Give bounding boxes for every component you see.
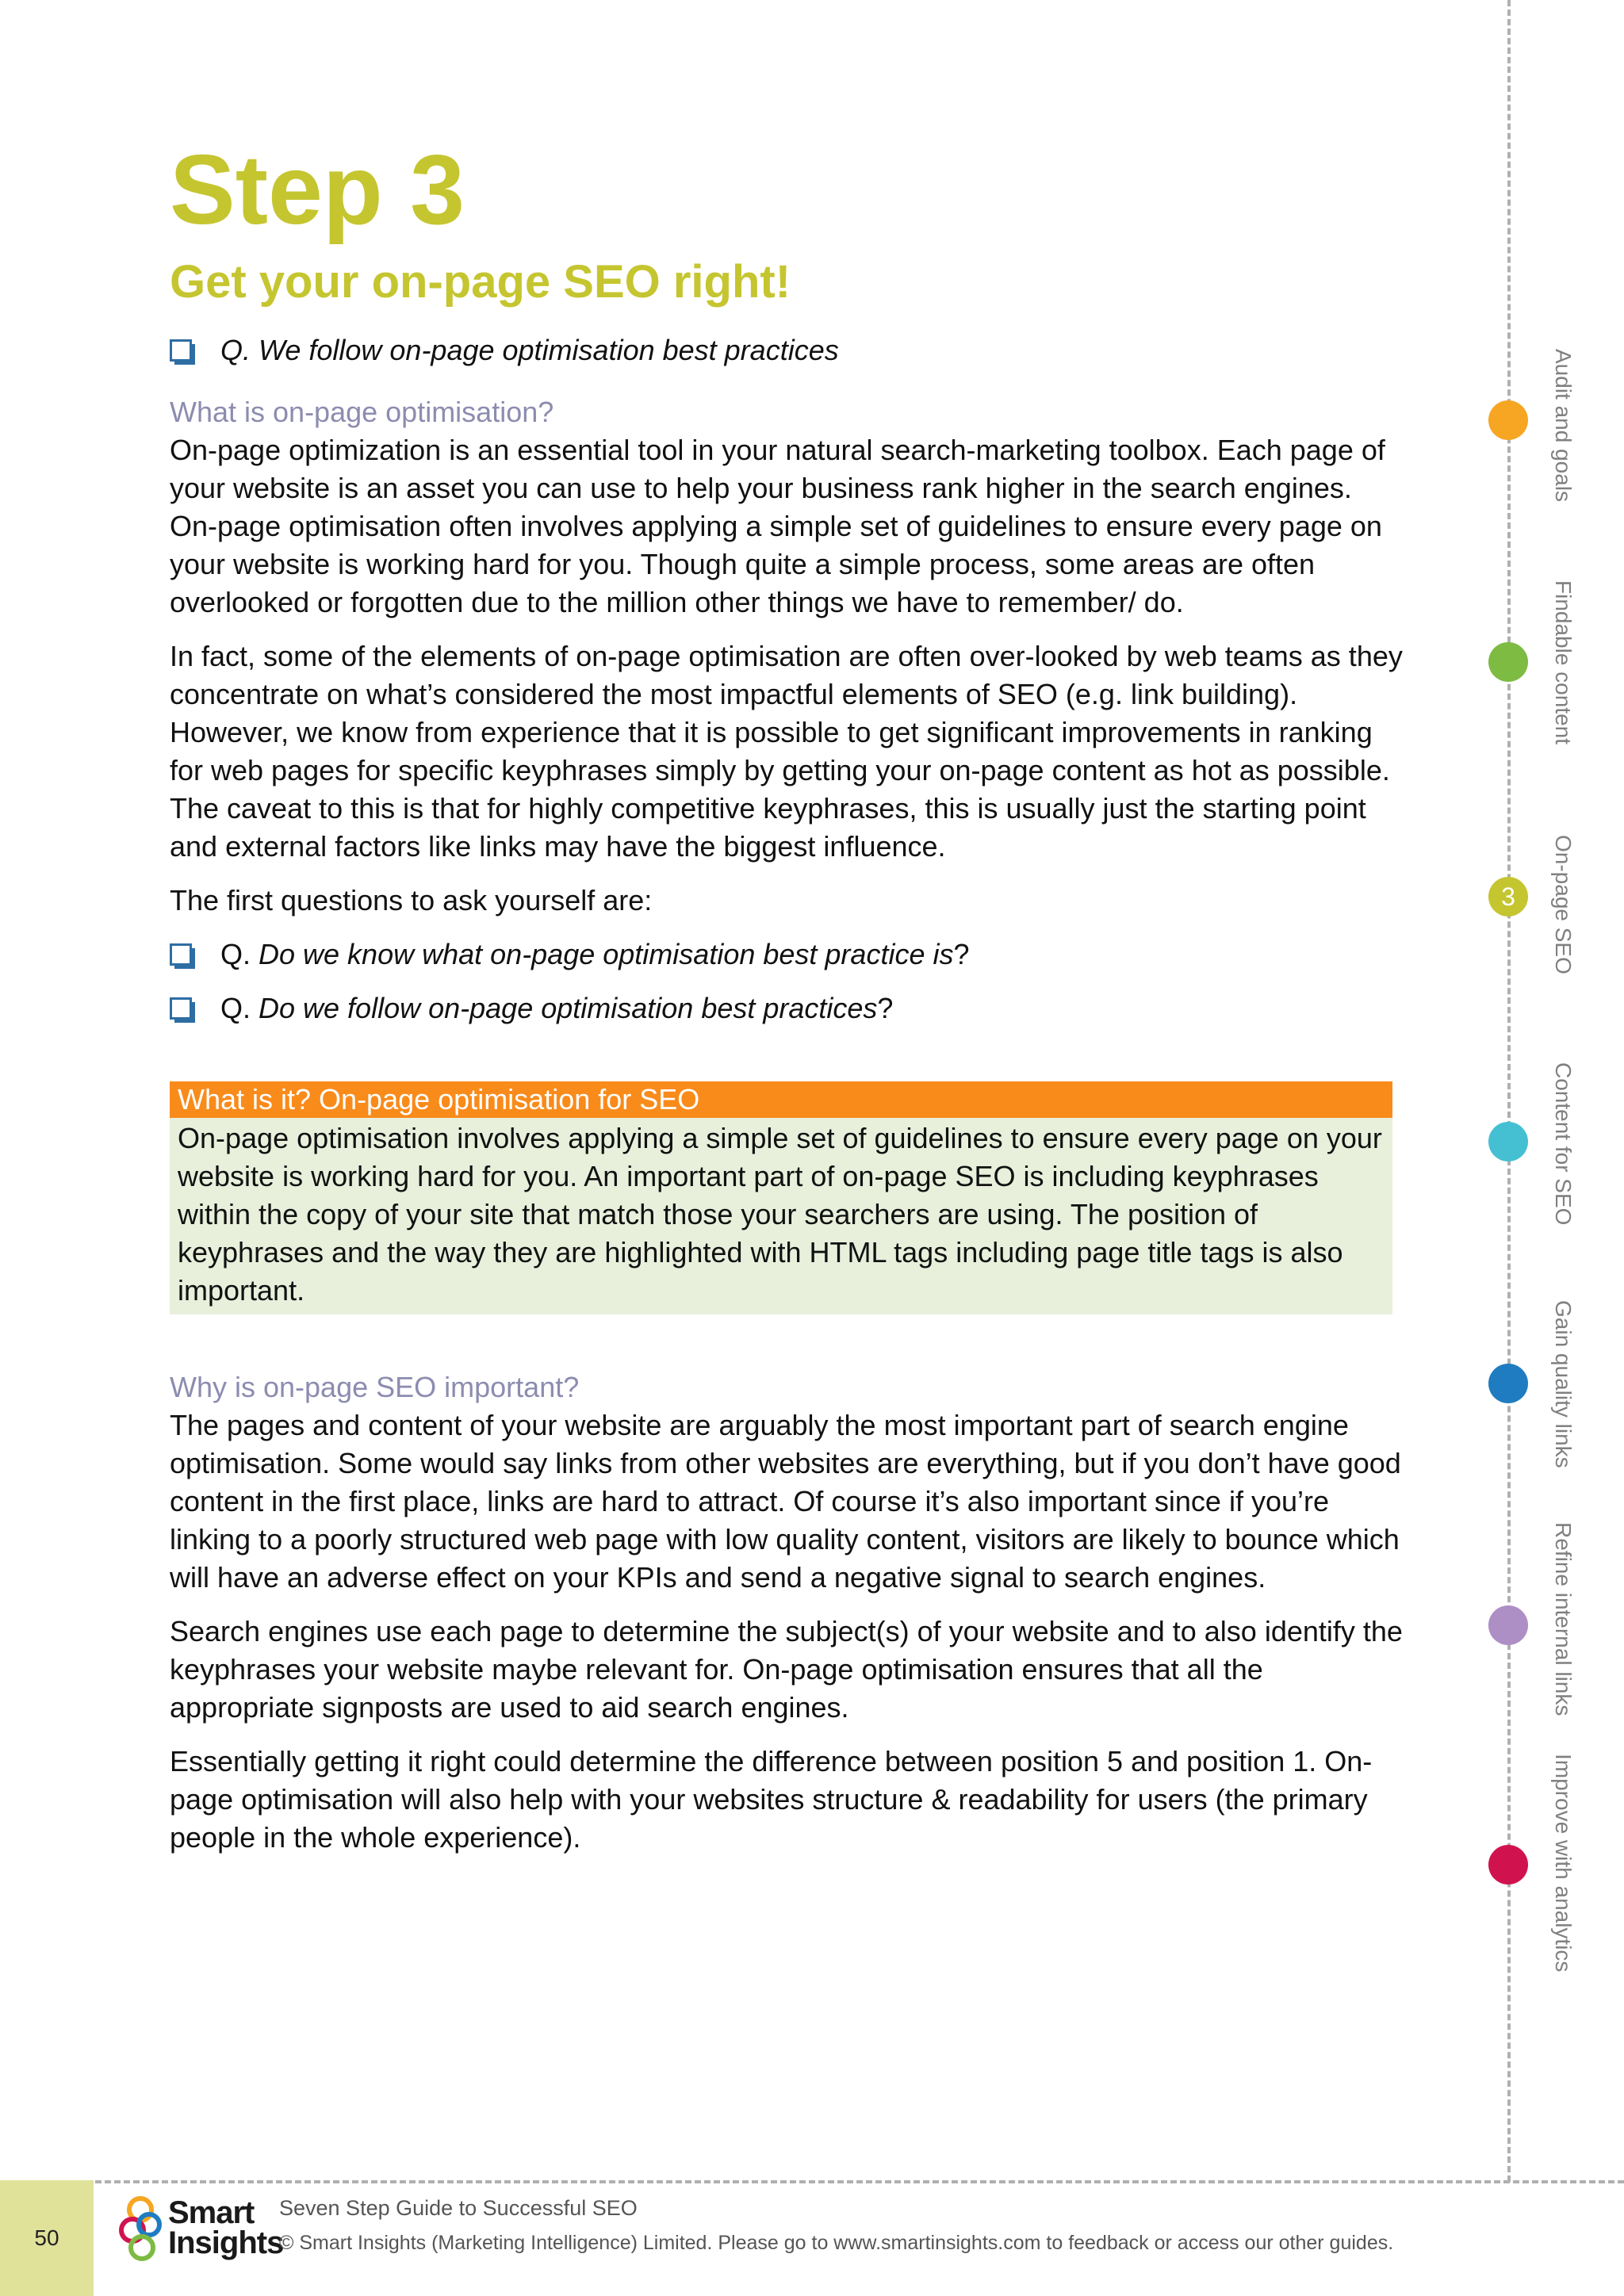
sidebar-item-label: On-page SEO — [1551, 835, 1576, 974]
paragraph: On-page optimization is an essential tool in your natural search-marketing toolbox. Each page of your website is an asset you can use to help your business rank higher in the search engines. On-page optimisation often involves applying a simple set of guidelines to ensure every page on your website is working hard for you. Though quite a simple process, some areas are often overlooked or forgotten due to the million other things we have to remember/ do. — [170, 433, 1385, 618]
footer-copyright: © Smart Insights (Marketing Intelligence) Limited. Please go to www.smartinsights.com to feedback or access our other guides. — [279, 2232, 1394, 2254]
page-subtitle: Get your on-page SEO right! — [170, 256, 791, 308]
question-suffix: ? — [877, 991, 894, 1024]
step-dot-analytics[interactable] — [1488, 1845, 1528, 1885]
checkbox-icon[interactable] — [170, 943, 192, 966]
sidebar-item-label: Audit and goals — [1551, 349, 1576, 503]
intro-question — [170, 331, 1407, 369]
callout-heading: What is it? On-page optimisation for SEO — [170, 1081, 1392, 1118]
section-heading-what: What is on-page optimisation? — [170, 395, 554, 428]
question-prefix: Q. — [220, 991, 259, 1024]
question-text: Do we follow on-page optimisation best practices — [259, 991, 878, 1024]
sidebar-item-label: Content for SEO — [1551, 1062, 1576, 1226]
page-title: Step 3 — [170, 136, 465, 245]
intro-question-text: Q. We follow on-page optimisation best practices — [220, 333, 839, 366]
sidebar-item-label: Improve with analytics — [1551, 1754, 1576, 1973]
step-dot-links[interactable] — [1488, 1364, 1528, 1403]
paragraph: The pages and content of your website are arguably the most important part of search engine optimisation. Some would say links from other websites are everything, but if you don’t have good content in the first place, links are hard to attract. Of course it’s also important since if you’re linking to a poorly structured web page with low quality content, visitors are likely to bounce which will have an adverse effect on your KPIs and send a negative signal to search engines. — [170, 1408, 1401, 1594]
question-suffix: ? — [953, 937, 970, 970]
checkbox-icon[interactable] — [170, 339, 192, 362]
step-dot-internal[interactable] — [1488, 1605, 1528, 1645]
logo-text-line1: Smart — [168, 2195, 255, 2230]
step-dot-content[interactable] — [1488, 1122, 1528, 1161]
sidebar-item-label: Gain quality links — [1551, 1300, 1576, 1468]
question-item — [170, 989, 1407, 1027]
step-dot-onpage[interactable] — [1488, 877, 1528, 916]
smart-insights-logo[interactable] — [119, 2188, 283, 2267]
main-content — [170, 136, 1407, 1873]
sidebar-item-label: Refine internal links — [1551, 1522, 1576, 1716]
callout-body: On-page optimisation involves applying a simple set of guidelines to ensure every page on your website is working hard for you. An important part of on-page SEO is including keyphrases within the copy of your site that match those your searchers are using. The position of keyphrases and the way they are highlighted with HTML tags including page title tags is also important. — [170, 1118, 1392, 1314]
footer-guide-title: Seven Step Guide to Successful SEO — [279, 2196, 638, 2220]
logo-icon — [119, 2195, 163, 2261]
step-dot-findable[interactable] — [1488, 642, 1528, 682]
checkbox-icon[interactable] — [170, 997, 192, 1020]
question-item — [170, 936, 1407, 974]
footer-divider — [95, 2180, 1624, 2183]
question-prefix: Q. — [220, 937, 259, 970]
paragraph: Essentially getting it right could determine the difference between position 5 and position 1. On-page optimisation will also help with your websites structure & readability for users (the primary people in the whole experience). — [170, 1744, 1373, 1854]
step-dot-audit[interactable] — [1488, 400, 1528, 440]
sidebar-item-label: Findable content — [1551, 580, 1576, 745]
paragraph: The first questions to ask yourself are: — [170, 883, 653, 916]
step-number: 3 — [1501, 882, 1515, 911]
paragraph: In fact, some of the elements of on-page optimisation are often over-looked by web teams as they concentrate on what’s considered the most impactful elements of SEO (e.g. link building). However, we know from experience that it is possible to get significant improvements in ranking for web pages for specific keyphrases simply by getting your on-page content as hot as possible. The caveat to this is that for highly competitive keyphrases, this is usually just the starting point and external factors like links may have the biggest influence. — [170, 639, 1403, 863]
page-number: 50 — [0, 2180, 94, 2296]
question-text: Do we know what on-page optimisation best practice is — [259, 937, 954, 970]
definition-callout — [170, 1081, 1392, 1314]
section-heading-why: Why is on-page SEO important? — [170, 1370, 580, 1403]
paragraph: Search engines use each page to determine the subject(s) of your website and to also identify the keyphrases your website maybe relevant for. On-page optimisation ensures that all the appropriate signposts are used to aid search engines. — [170, 1614, 1403, 1724]
logo-text-line2: Insights — [168, 2225, 284, 2260]
